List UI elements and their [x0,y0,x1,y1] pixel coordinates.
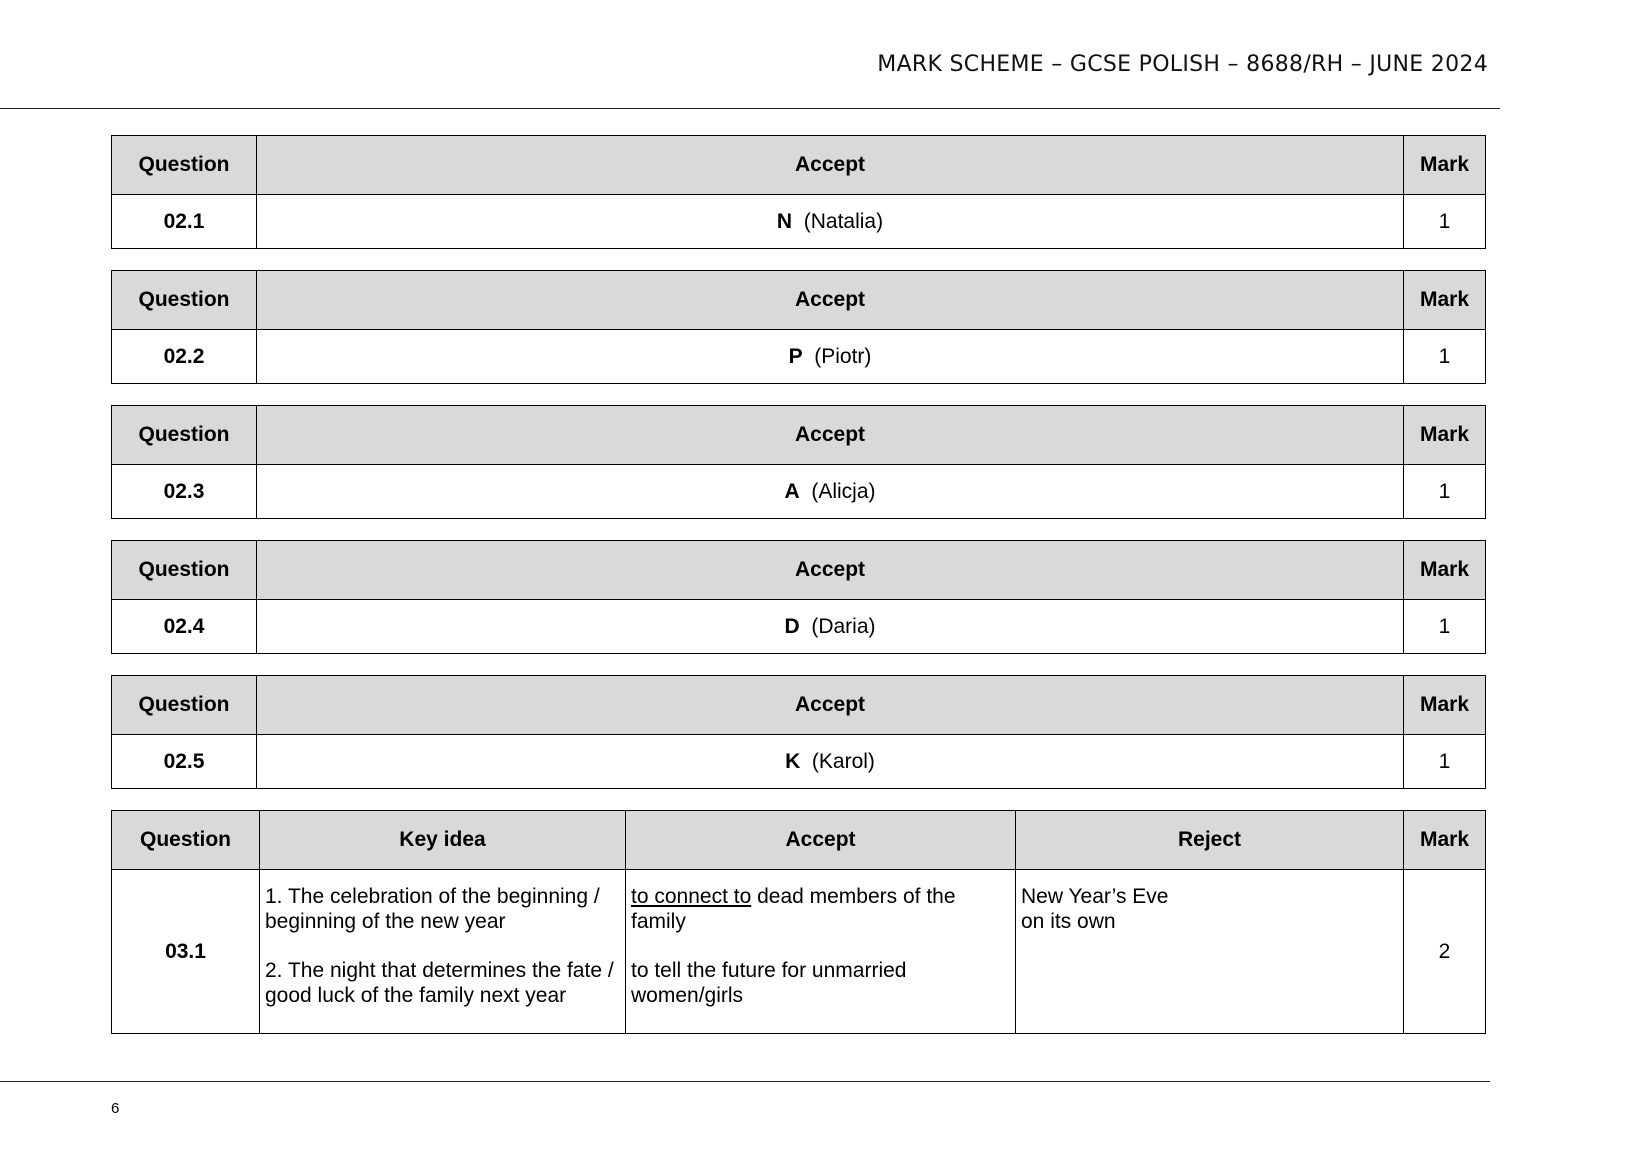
reject-item-1: New Year’s Eve [1021,885,1169,908]
table-row [112,735,1486,789]
question-number: 02.3 [112,465,257,519]
column-header-mark: Mark [1404,541,1486,600]
column-header-question: Question [112,406,257,465]
mark-table-02-1 [111,135,1486,249]
key-idea-1: 1. The celebration of the beginning / beginning of the new year [265,885,600,933]
accept-item-1-rest: dead members of the family [631,885,956,933]
question-number: 02.1 [112,195,257,249]
question-number: 02.4 [112,600,257,654]
mark-table-02-5 [111,675,1486,789]
column-header-accept: Accept [257,136,1404,195]
column-header-question: Question [112,271,257,330]
answer-letter: N [776,209,793,233]
accept-cell [257,465,1404,519]
accept-item-2: to tell the future for unmarried women/girls [631,959,907,1007]
answer-name: (Natalia) [803,209,884,233]
table-row [112,330,1486,384]
column-header-reject: Reject [1016,811,1404,870]
column-header-mark: Mark [1404,406,1486,465]
question-number: 03.1 [112,870,260,1034]
page-header-title: MARK SCHEME – GCSE POLISH – 8688/RH – JUNE 2024 [877,52,1488,77]
answer-letter: A [784,479,800,503]
table-row [112,465,1486,519]
column-header-accept: Accept [257,541,1404,600]
accept-item-1 [631,884,1010,934]
column-header-mark: Mark [1404,676,1486,735]
column-header-accept: Accept [257,406,1404,465]
table-row [112,870,1486,1034]
reject-item-2: on its own [1021,910,1116,933]
mark-table-02-3 [111,405,1486,519]
accept-item-1-underlined: to connect to [631,885,752,908]
question-number: 02.2 [112,330,257,384]
accept-cell [257,195,1404,249]
answer-letter: P [788,344,803,368]
column-header-question: Question [112,541,257,600]
key-idea-cell [260,870,626,1034]
table-row [112,600,1486,654]
reject-cell [1016,870,1404,1034]
answer-name: (Karol) [811,749,875,773]
mark-table-03-1 [111,810,1486,1034]
column-header-question: Question [112,136,257,195]
page-number: 6 [111,1100,120,1117]
mark-table-02-4 [111,540,1486,654]
column-header-mark: Mark [1404,271,1486,330]
question-number: 02.5 [112,735,257,789]
mark-value: 1 [1404,195,1486,249]
answer-letter: K [785,749,801,773]
answer-name: (Piotr) [814,344,872,368]
key-idea-2: 2. The night that determines the fate / good luck of the family next year [265,959,614,1007]
accept-cell [257,330,1404,384]
mark-value: 1 [1404,600,1486,654]
answer-name: (Daria) [811,614,876,638]
column-header-mark: Mark [1404,811,1486,870]
column-header-accept: Accept [626,811,1016,870]
column-header-key-idea: Key idea [260,811,626,870]
accept-cell [626,870,1016,1034]
accept-cell [257,735,1404,789]
column-header-question: Question [112,811,260,870]
column-header-question: Question [112,676,257,735]
column-header-mark: Mark [1404,136,1486,195]
answer-letter: D [784,614,800,638]
header-rule [0,108,1500,109]
mark-value: 1 [1404,735,1486,789]
mark-value: 1 [1404,465,1486,519]
column-header-accept: Accept [257,271,1404,330]
column-header-accept: Accept [257,676,1404,735]
table-row [112,195,1486,249]
footer-rule [0,1081,1490,1082]
answer-name: (Alicja) [811,479,876,503]
accept-cell [257,600,1404,654]
mark-table-02-2 [111,270,1486,384]
mark-value: 1 [1404,330,1486,384]
mark-value: 2 [1404,870,1486,1034]
